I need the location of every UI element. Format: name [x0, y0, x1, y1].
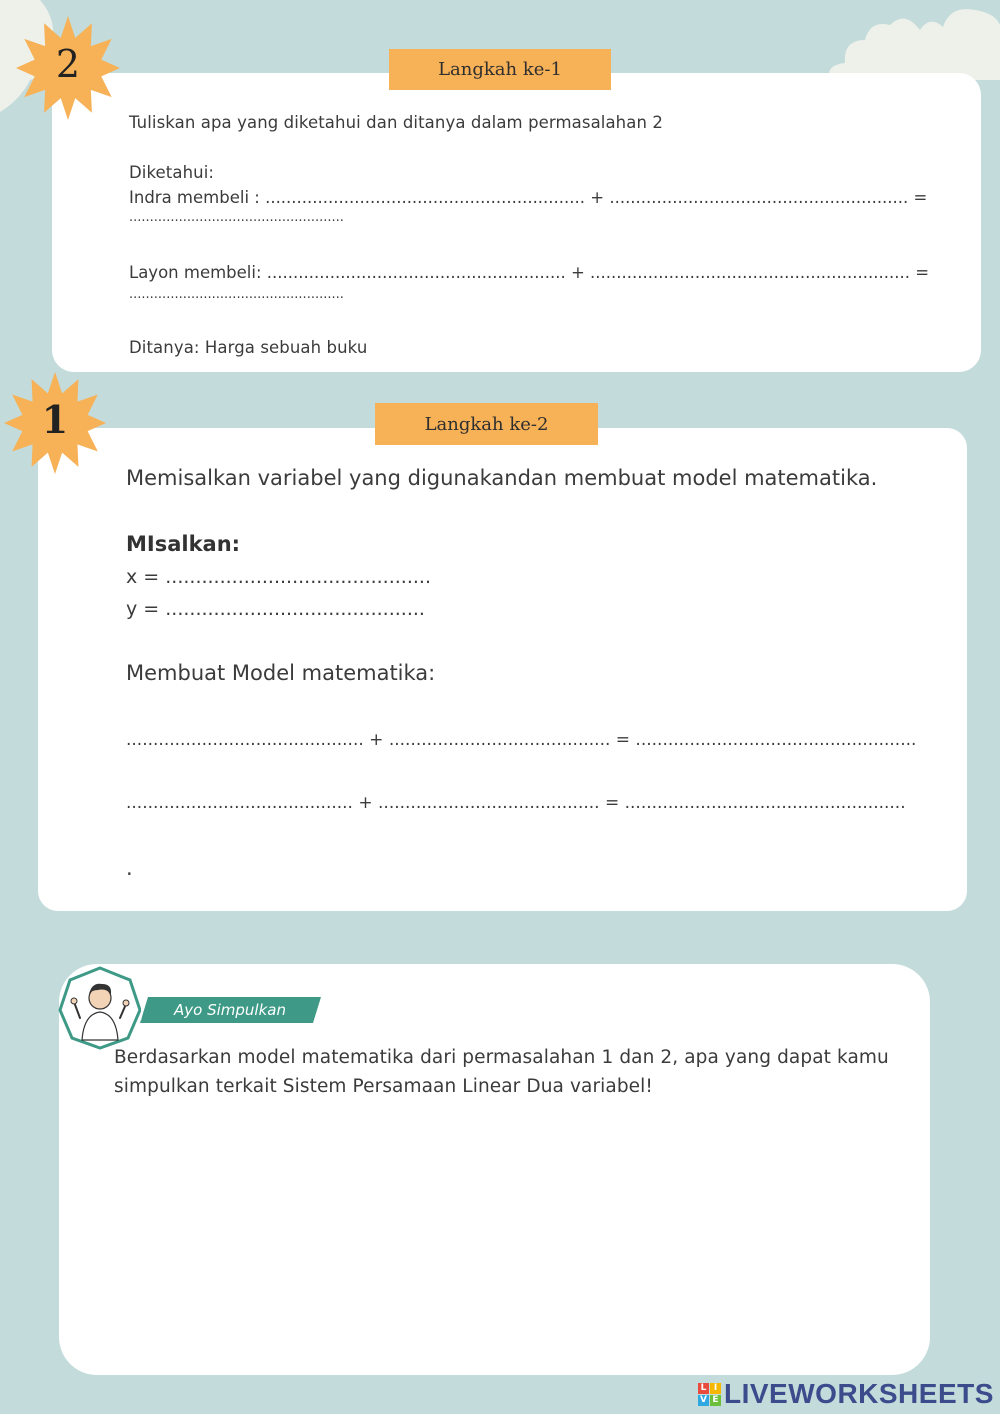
liveworksheets-logo-icon — [698, 1383, 721, 1406]
student-avatar-icon — [58, 966, 142, 1050]
step2-equation-1: ............................................ + ......................................... = .................................................... — [126, 730, 917, 750]
conclusion-text-line2: simpulkan terkait Sistem Persamaan Linear Dua variabel! — [114, 1076, 653, 1097]
logo-letter-v: V — [698, 1395, 709, 1406]
step1-asked: Ditanya: Harga sebuah buku — [129, 338, 368, 357]
conclusion-card — [59, 964, 930, 1375]
step2-x-line: x = ............................................ — [126, 566, 431, 588]
step1-indra-line: Indra membeli : ............................................................. + ......................................................... = — [129, 188, 928, 207]
ayo-simpulkan-label: Ayo Simpulkan — [174, 1001, 286, 1019]
logo-letter-e: E — [710, 1395, 721, 1406]
step2-equation-2: .......................................... + ......................................... = .................................................... — [126, 793, 906, 813]
step2-pill: Langkah ke-2 — [375, 403, 598, 445]
step1-layon-cont: .................................................... — [129, 287, 344, 302]
step1-pill: Langkah ke-1 — [389, 49, 611, 90]
step1-badge-number: 2 — [55, 42, 81, 86]
liveworksheets-logo[interactable] — [698, 1378, 994, 1409]
step1-instruction: Tuliskan apa yang diketahui dan ditanya dalam permasalahan 2 — [129, 113, 663, 132]
step2-trailing-dot: . — [126, 856, 133, 880]
step1-known-label: Diketahui: — [129, 163, 215, 182]
cloud-top-right-icon — [825, 5, 1000, 83]
step2-badge-number: 1 — [41, 397, 69, 442]
step2-misalkan-label: MIsalkan: — [126, 532, 241, 556]
step1-indra-cont: .................................................... — [129, 210, 344, 225]
conclusion-text-line1: Berdasarkan model matematika dari permasalahan 1 dan 2, apa yang dapat kamu — [114, 1047, 889, 1068]
step2-instruction: Memisalkan variabel yang digunakandan membuat model matematika. — [126, 466, 878, 490]
step2-y-line: y = ........................................... — [126, 598, 425, 620]
step2-model-label: Membuat Model matematika: — [126, 661, 436, 685]
step1-layon-line: Layon membeli: ......................................................... + ............................................................. = — [129, 263, 930, 282]
logo-letter-i: I — [710, 1383, 721, 1394]
liveworksheets-brand-text: LIVEWORKSHEETS — [724, 1378, 994, 1409]
logo-letter-l: L — [698, 1383, 709, 1394]
